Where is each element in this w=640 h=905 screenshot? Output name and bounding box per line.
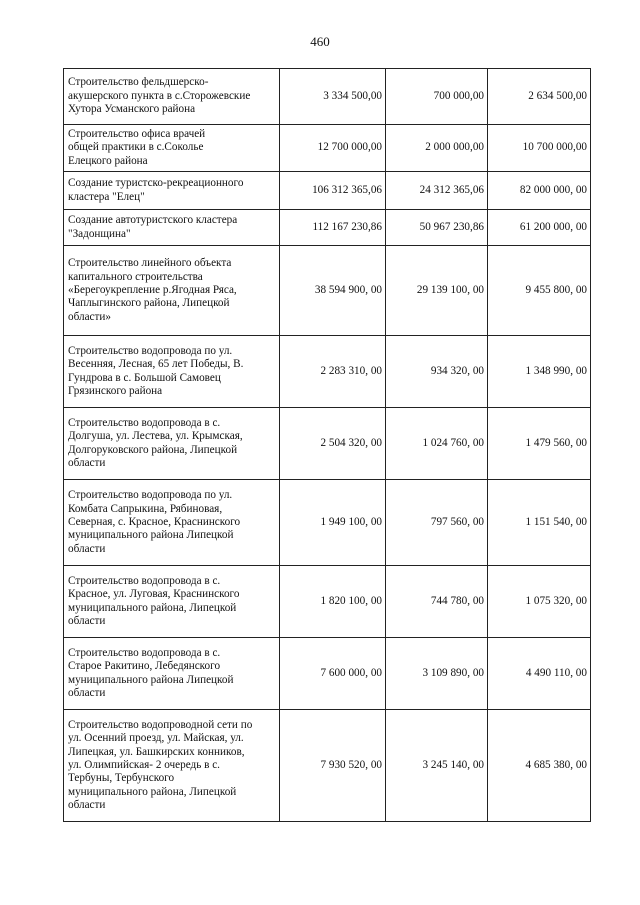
amount-cell-2: 797 560, 00 [386, 480, 488, 566]
amount-cell-3: 82 000 000, 00 [488, 172, 591, 210]
project-name-cell: Строительство линейного объекта капитального строительства «Берегоукрепление р.Ягодная Ряса, Чаплыгинского района, Липецкой области» [64, 246, 280, 336]
table-row [64, 336, 591, 408]
table-row [64, 172, 591, 210]
amount-cell-3: 1 075 320, 00 [488, 566, 591, 638]
amount-cell-3: 1 479 560, 00 [488, 408, 591, 480]
total-amount-cell: 7 930 520, 00 [280, 710, 386, 822]
project-name-cell: Строительство водопровода в с. Долгуша, ул. Лестева, ул. Крымская, Долгоруковского района, Липецкой области [64, 408, 280, 480]
project-name-cell: Создание автотуристского кластера "Задонщина" [64, 210, 280, 246]
project-name-cell: Строительство водопровода в с. Старое Ракитино, Лебедянского муниципального района Липецкой области [64, 638, 280, 710]
amount-cell-2: 1 024 760, 00 [386, 408, 488, 480]
total-amount-cell: 1 820 100, 00 [280, 566, 386, 638]
table-row [64, 125, 591, 172]
total-amount-cell: 2 504 320, 00 [280, 408, 386, 480]
project-name-cell: Создание туристско-рекреационного кластера "Елец" [64, 172, 280, 210]
table-row [64, 480, 591, 566]
amount-cell-3: 10 700 000,00 [488, 125, 591, 172]
total-amount-cell: 38 594 900, 00 [280, 246, 386, 336]
amount-cell-2: 29 139 100, 00 [386, 246, 488, 336]
amount-cell-2: 3 245 140, 00 [386, 710, 488, 822]
table-row [64, 408, 591, 480]
amount-cell-3: 4 685 380, 00 [488, 710, 591, 822]
project-name-cell: Строительство водопровода по ул. Весенняя, Лесная, 65 лет Победы, В. Гундрова в с. Большой Самовец Грязинского района [64, 336, 280, 408]
amount-cell-2: 3 109 890, 00 [386, 638, 488, 710]
project-name-cell: Строительство водопровода по ул. Комбата Сапрыкина, Рябиновая, Северная, с. Красное, Краснинского муниципального района Липецкой области [64, 480, 280, 566]
project-name-cell: Строительство офиса врачей общей практики в с.Соколье Елецкого района [64, 125, 280, 172]
total-amount-cell: 106 312 365,06 [280, 172, 386, 210]
amount-cell-2: 24 312 365,06 [386, 172, 488, 210]
total-amount-cell: 3 334 500,00 [280, 69, 386, 125]
table-row [64, 710, 591, 822]
table-row [64, 566, 591, 638]
amount-cell-3: 2 634 500,00 [488, 69, 591, 125]
amount-cell-2: 2 000 000,00 [386, 125, 488, 172]
amount-cell-3: 61 200 000, 00 [488, 210, 591, 246]
amount-cell-3: 1 151 540, 00 [488, 480, 591, 566]
amount-cell-2: 700 000,00 [386, 69, 488, 125]
amount-cell-3: 4 490 110, 00 [488, 638, 591, 710]
amount-cell-2: 934 320, 00 [386, 336, 488, 408]
amount-cell-3: 1 348 990, 00 [488, 336, 591, 408]
total-amount-cell: 2 283 310, 00 [280, 336, 386, 408]
amount-cell-2: 744 780, 00 [386, 566, 488, 638]
total-amount-cell: 112 167 230,86 [280, 210, 386, 246]
funding-table [63, 68, 591, 822]
project-name-cell: Строительство водопроводной сети по ул. Осенний проезд, ул. Майская, ул. Липецкая, ул. Башкирских конников, ул. Олимпийская- 2 очередь в с. Тербуны, Тербунского муниципального района, Липецкой области [64, 710, 280, 822]
total-amount-cell: 7 600 000, 00 [280, 638, 386, 710]
page-number: 460 [310, 34, 330, 49]
amount-cell-3: 9 455 800, 00 [488, 246, 591, 336]
table-row [64, 638, 591, 710]
table-row [64, 210, 591, 246]
project-name-cell: Строительство водопровода в с. Красное, ул. Луговая, Краснинского муниципального района, Липецкой области [64, 566, 280, 638]
table-row [64, 246, 591, 336]
project-name-cell: Строительство фельдшерско- акушерского пункта в с.Сторожевские Хутора Усманского района [64, 69, 280, 125]
table-row [64, 69, 591, 125]
total-amount-cell: 1 949 100, 00 [280, 480, 386, 566]
total-amount-cell: 12 700 000,00 [280, 125, 386, 172]
amount-cell-2: 50 967 230,86 [386, 210, 488, 246]
